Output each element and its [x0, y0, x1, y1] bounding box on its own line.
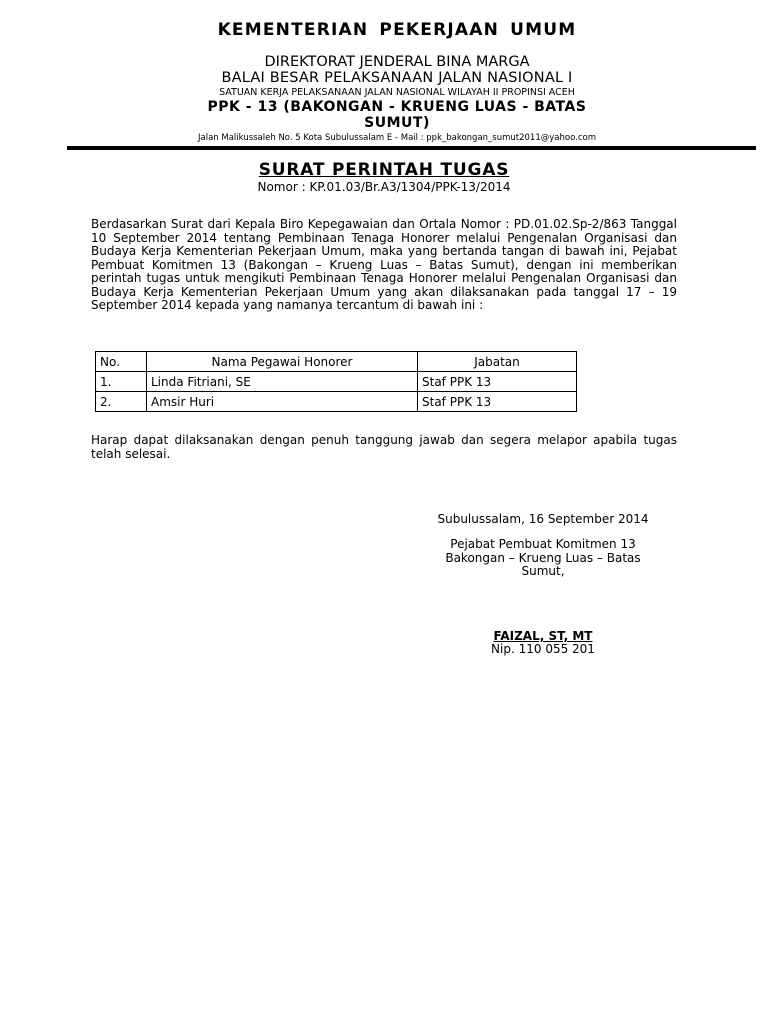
cell-no: 2. — [96, 392, 147, 412]
table-row — [96, 372, 577, 392]
ppk-heading-line1: PPK - 13 (BAKONGAN - KRUENG LUAS - BATAS — [207, 99, 587, 115]
cell-position: Staf PPK 13 — [418, 392, 577, 412]
signatory-name: FAIZAL, ST, MT — [493, 629, 593, 643]
document-title — [0, 160, 768, 180]
table-row — [96, 392, 577, 412]
col-header-name: Nama Pegawai Honorer — [147, 352, 418, 372]
directorate-heading: DIREKTORAT JENDERAL BINA MARGA — [264, 54, 530, 70]
letterhead-divider — [67, 146, 756, 150]
cell-no: 1. — [96, 372, 147, 392]
cell-position: Staf PPK 13 — [418, 372, 577, 392]
signature-role — [418, 538, 668, 579]
ppk-heading-line2: SUMUT) — [364, 115, 430, 131]
staff-table — [95, 351, 577, 412]
unit-heading: SATUAN KERJA PELAKSANAAN JALAN NASIONAL WILAYAH II PROPINSI ACEH — [219, 87, 575, 98]
col-header-position: Jabatan — [418, 352, 577, 372]
cell-name: Amsir Huri — [147, 392, 418, 412]
signature-role-line: Pejabat Pembuat Komitmen 13 — [450, 537, 636, 551]
signature-role-line: Sumut, — [521, 564, 565, 578]
table-header-row — [96, 352, 577, 372]
signatory-nip: Nip. 110 055 201 — [491, 642, 595, 656]
col-header-no: No. — [96, 352, 147, 372]
ministry-heading: KEMENTERIAN PEKERJAAN UMUM — [217, 20, 577, 40]
body-paragraph-1: Berdasarkan Surat dari Kepala Biro Kepegawaian dan Ortala Nomor : PD.01.02.Sp-2/863 Tanggal 10 September 2014 tentang Pembinaan Tenaga Honorer melalui Pengenalan Organisasi dan Budaya Kerja Kementerian Pekerjaan Umum, maka yang bertanda tangan di bawah ini, Pejabat Pembuat Komitmen 13 (Bakongan – Krueng Luas – Batas Sumut), dengan ini memberikan perintah tugas untuk mengikuti Pembinaan Tenaga Honorer melalui Pengenalan Organisasi dan Budaya Kerja Kementerian Pekerjaan Umum yang akan dilaksanakan pada tanggal 17 – 19 September 2014 kepada yang namanya tercantum di bawah ini : — [91, 217, 677, 312]
address-line: Jalan Malikussaleh No. 5 Kota Subulussalam E - Mail : ppk_bakongan_sumut2011@yahoo.com — [198, 133, 596, 143]
document-title-text: SURAT PERINTAH TUGAS — [258, 160, 510, 180]
signature-role-line: Bakongan – Krueng Luas – Batas — [445, 550, 641, 565]
document-number: Nomor : KP.01.03/Br.A3/1304/PPK-13/2014 — [257, 180, 511, 194]
cell-name: Linda Fitriani, SE — [147, 372, 418, 392]
signature-place-date: Subulussalam, 16 September 2014 — [437, 512, 649, 526]
body-paragraph-2: Harap dapat dilaksanakan dengan penuh tanggung jawab dan segera melapor apabila tugas telah selesai. — [91, 433, 677, 461]
office-heading: BALAI BESAR PELAKSANAAN JALAN NASIONAL I — [221, 70, 573, 86]
